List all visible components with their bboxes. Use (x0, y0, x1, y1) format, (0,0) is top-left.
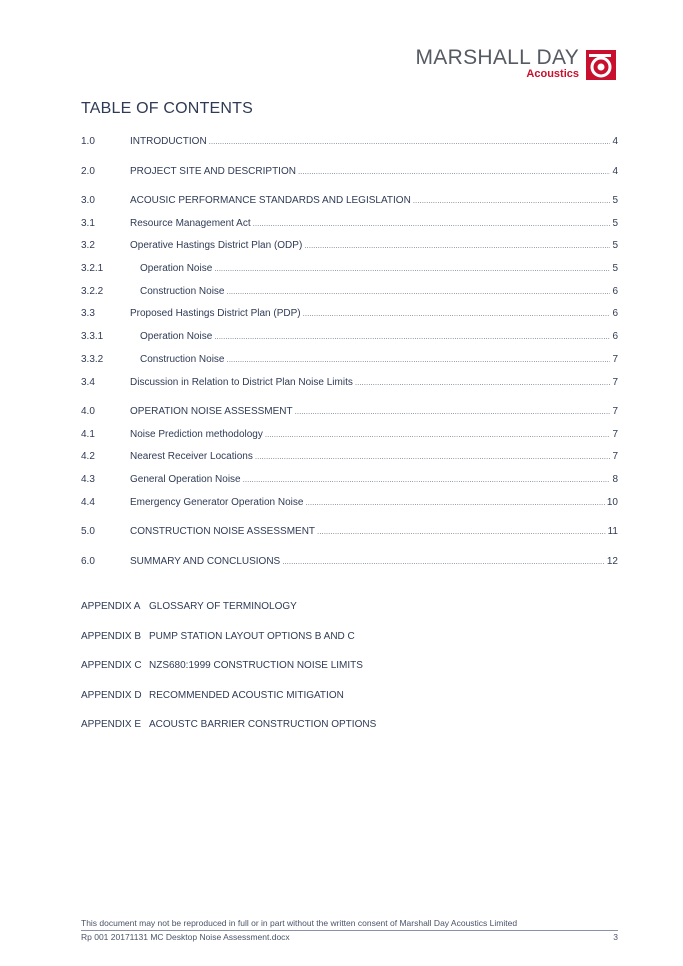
toc-leader-dots (226, 354, 610, 366)
appendix-code: APPENDIX D (81, 689, 142, 701)
toc-leader-dots (214, 331, 610, 343)
toc-leader-dots (305, 497, 604, 509)
toc-entry-title: Discussion in Relation to District Plan Noise Limits (130, 376, 353, 388)
toc-leader-dots (298, 166, 610, 178)
copyright-note: This document may not be reproduced in full or in part without the written consent of Marshall Day Acoustics Limited (81, 918, 518, 928)
toc-entry-page: 5 (612, 217, 618, 229)
appendix-code: APPENDIX A (81, 601, 141, 612)
toc-entry-number: 6.0 (81, 555, 95, 567)
toc-entry[interactable] (81, 195, 618, 207)
toc-entry[interactable] (81, 354, 618, 366)
toc-entry-title: Noise Prediction methodology (130, 428, 263, 440)
toc-leader-dots (209, 136, 611, 148)
footer-divider (81, 930, 618, 931)
toc-leader-dots (317, 526, 606, 538)
toc-entry-page: 6 (612, 308, 618, 320)
toc-leader-dots (243, 474, 611, 486)
toc-entry[interactable] (81, 377, 618, 389)
toc-entry-title: Nearest Receiver Locations (130, 451, 253, 463)
logo-name: MARSHALL DAY (415, 46, 579, 69)
toc-entry-page: 12 (606, 555, 618, 567)
toc-entry-number: 3.0 (81, 195, 95, 206)
toc-leader-dots (214, 263, 610, 275)
toc-entry[interactable] (81, 497, 618, 509)
toc-entry-page: 6 (612, 331, 618, 343)
appendix-code: APPENDIX C (81, 660, 142, 671)
table-of-contents (81, 136, 618, 568)
toc-entry[interactable] (81, 286, 618, 298)
logo-mark-icon (585, 49, 617, 81)
toc-entry[interactable] (81, 263, 618, 275)
toc-entry-number: 4.3 (81, 474, 95, 486)
toc-entry-page: 5 (612, 195, 618, 206)
toc-entry-page: 8 (612, 474, 618, 486)
toc-entry-number: 3.2.1 (81, 263, 104, 275)
toc-entry-page: 4 (612, 136, 618, 147)
appendix-entry[interactable] (81, 719, 376, 731)
toc-entry-title: Construction Noise (140, 353, 225, 365)
toc-entry-title: Operation Noise (140, 263, 213, 275)
toc-entry-page: 7 (612, 428, 618, 440)
toc-leader-dots (355, 377, 611, 389)
appendix-code: APPENDIX B (81, 630, 142, 642)
toc-entry[interactable] (81, 331, 618, 343)
toc-leader-dots (303, 308, 611, 320)
toc-entry-number: 3.1 (81, 217, 95, 229)
toc-entry-page: 6 (612, 285, 618, 297)
appendix-entry[interactable] (81, 601, 376, 613)
appendix-entry[interactable] (81, 660, 376, 672)
toc-entry-title: General Operation Noise (130, 474, 241, 486)
toc-entry[interactable] (81, 218, 618, 230)
page-number: 3 (613, 932, 618, 942)
appendix-title: ACOUSTC BARRIER CONSTRUCTION OPTIONS (149, 719, 377, 730)
toc-entry-number: 3.4 (81, 376, 95, 388)
appendix-title: PUMP STATION LAYOUT OPTIONS B AND C (149, 630, 355, 642)
appendix-list (81, 601, 376, 749)
toc-entry-number: 3.3 (81, 308, 95, 320)
toc-entry-number: 4.4 (81, 496, 95, 508)
toc-entry-title: Construction Noise (140, 285, 225, 297)
toc-entry-number: 4.1 (81, 428, 95, 440)
appendix-entry[interactable] (81, 690, 376, 702)
toc-entry-number: 5.0 (81, 526, 95, 538)
toc-entry-page: 7 (612, 376, 618, 388)
page-footer (81, 918, 618, 943)
toc-entry-page: 4 (612, 165, 618, 177)
toc-entry-title: ACOUSIC PERFORMANCE STANDARDS AND LEGISLATION (130, 195, 411, 206)
toc-entry-number: 2.0 (81, 165, 95, 177)
toc-entry[interactable] (81, 556, 618, 568)
toc-entry[interactable] (81, 526, 618, 538)
toc-entry-number: 4.2 (81, 451, 95, 463)
toc-entry[interactable] (81, 166, 618, 178)
toc-entry[interactable] (81, 136, 618, 148)
toc-entry-number: 3.2 (81, 240, 95, 252)
toc-entry-page: 5 (612, 240, 618, 252)
logo-subtitle: Acoustics (526, 68, 579, 80)
toc-entry-title: Resource Management Act (130, 217, 251, 229)
toc-entry-number: 3.3.2 (81, 353, 104, 365)
toc-entry-title: PROJECT SITE AND DESCRIPTION (130, 165, 296, 177)
toc-entry[interactable] (81, 429, 618, 441)
toc-entry[interactable] (81, 308, 618, 320)
toc-leader-dots (295, 406, 611, 418)
toc-entry-title: OPERATION NOISE ASSESSMENT (130, 406, 293, 417)
toc-entry-title: Operation Noise (140, 331, 213, 343)
toc-leader-dots (255, 451, 611, 463)
toc-entry-title: SUMMARY AND CONCLUSIONS (130, 555, 281, 567)
toc-entry-number: 3.2.2 (81, 285, 104, 297)
toc-entry-page: 7 (612, 451, 618, 463)
toc-entry-title: CONSTRUCTION NOISE ASSESSMENT (130, 526, 316, 538)
appendix-title: GLOSSARY OF TERMINOLOGY (149, 601, 297, 612)
toc-entry-title: Operative Hastings District Plan (ODP) (130, 240, 303, 252)
toc-leader-dots (413, 195, 611, 207)
toc-entry-number: 1.0 (81, 136, 95, 147)
toc-entry[interactable] (81, 406, 618, 418)
toc-leader-dots (253, 218, 611, 230)
toc-entry-page: 7 (612, 353, 618, 365)
toc-entry-title: INTRODUCTION (130, 136, 207, 147)
toc-leader-dots (304, 240, 610, 252)
toc-leader-dots (265, 429, 611, 441)
toc-entry[interactable] (81, 451, 618, 463)
toc-entry-page: 5 (612, 263, 618, 275)
appendix-code: APPENDIX E (81, 719, 142, 730)
toc-entry-page: 10 (606, 496, 618, 508)
toc-entry-number: 3.3.1 (81, 331, 104, 343)
toc-heading: TABLE OF CONTENTS (81, 100, 254, 117)
toc-entry-page: 11 (607, 526, 618, 538)
toc-entry-number: 4.0 (81, 406, 95, 417)
toc-entry[interactable] (81, 474, 618, 486)
toc-entry-title: Emergency Generator Operation Noise (130, 496, 304, 508)
company-logo (377, 46, 617, 82)
appendix-title: NZS680:1999 CONSTRUCTION NOISE LIMITS (149, 660, 363, 671)
toc-entry-title: Proposed Hastings District Plan (PDP) (130, 308, 301, 320)
toc-entry[interactable] (81, 240, 618, 252)
appendix-title: RECOMMENDED ACOUSTIC MITIGATION (149, 689, 344, 701)
document-reference: Rp 001 20171131 MC Desktop Noise Assessment.docx (81, 932, 290, 942)
toc-leader-dots (282, 556, 605, 568)
toc-entry-page: 7 (612, 406, 618, 417)
appendix-entry[interactable] (81, 631, 376, 643)
toc-leader-dots (226, 286, 610, 298)
